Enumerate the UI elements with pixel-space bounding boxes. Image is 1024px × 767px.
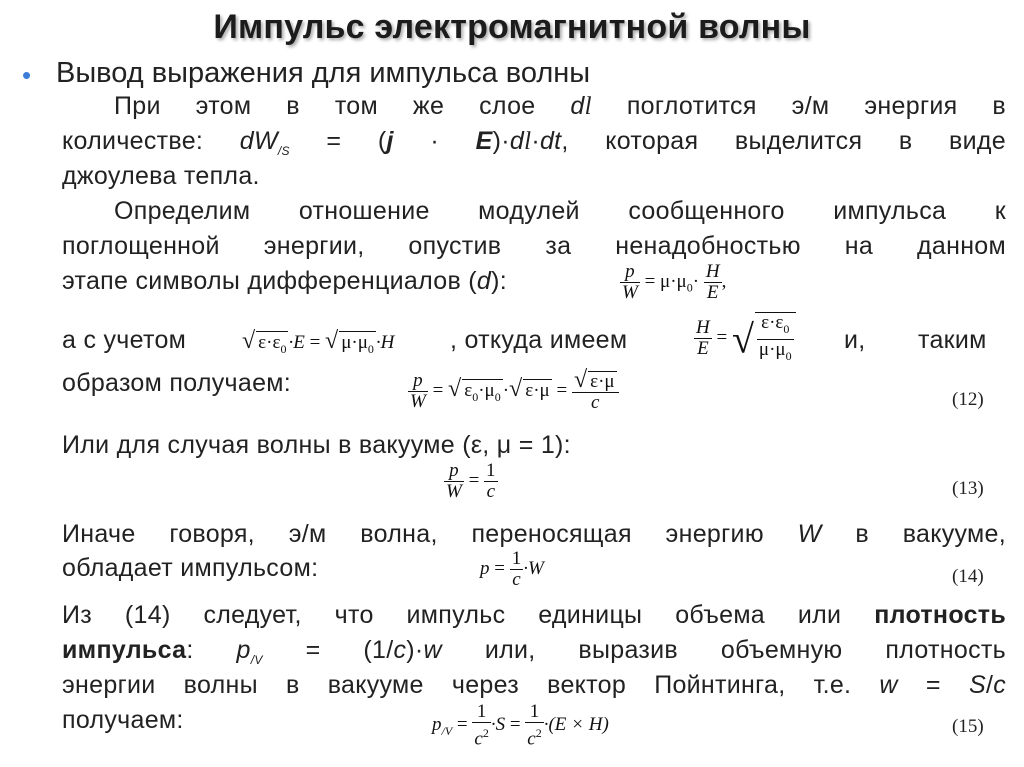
- bullet-icon: •: [22, 60, 32, 90]
- p3-text-d: таким: [918, 326, 987, 354]
- equation-number-15: (15): [952, 716, 984, 737]
- formula-12: $\frac{p}{W}$ = √ $\varepsilon_0\cdot\mu_0$ ·√ ε·μ = $\frac{√ \varepsilon\cdot\mu}{c}$: [408, 370, 619, 413]
- equation-number-14: (14): [952, 566, 984, 587]
- formula-14: p = $\frac{1}{c}$ ·W: [480, 548, 544, 590]
- p2-line2: поглощенной энергии, опустив за ненадобностью на данном: [62, 232, 1006, 260]
- formula-h-over-e: $\frac{H}{E}$ = √ $\frac{\varepsilon\cdot\varepsilon_0}{\mu\cdot\mu_0}$: [694, 312, 796, 366]
- p3-text-e: образом получаем:: [62, 369, 292, 397]
- equation-number-12: (12): [952, 389, 984, 410]
- p3-text-c: и,: [844, 326, 866, 354]
- p6-line1: Из (14) следует, что импульс единицы объема или плотность: [62, 601, 1006, 629]
- p4-text: Или для случая волны в вакууме (ε, μ = 1):: [62, 431, 571, 459]
- p3-text-a: а с учетом: [62, 326, 187, 354]
- formula-15: $p_{/V}$ = $\frac{1}{c^2}$ ·S = $\frac{1}{c^2}$ ·(E × H): [432, 701, 609, 750]
- p2-line3: этапе символы дифференциалов (d):: [62, 267, 507, 295]
- p5-line2: обладает импульсом:: [62, 554, 319, 582]
- p5-line1: Иначе говоря, э/м волна, переносящая энергию W в вакууме,: [62, 520, 1006, 548]
- p3-text-b: , откуда имеем: [450, 326, 628, 354]
- p6-line2: импульса: $p_{/V} = (1/c)\cdot w$ или, выразив объемную плотность: [62, 636, 1006, 667]
- p2-line1: Определим отношение модулей сообщенного импульса к: [114, 197, 1006, 225]
- p6-line4: получаем:: [62, 706, 184, 734]
- formula-13: $\frac{p}{W}$ = $\frac{1}{c}$: [446, 460, 496, 502]
- p1-line1: При этом в том же слое dl поглотится э/м энергия в: [114, 92, 1006, 120]
- p1-line2: количестве: $dW_{/S} = (j \cdot E)\cdot dl\cdot dt$, которая выделится в виде: [62, 127, 1006, 158]
- formula-p-over-w: $\frac{p}{W}$ = $\mu\cdot\mu_0\cdot$ $\frac{H}{E}$ ,: [622, 261, 727, 303]
- slide-title: Импульс электромагнитной волны: [213, 8, 811, 46]
- subheading: Вывод выражения для импульса волны: [56, 57, 591, 89]
- formula-sqrt-relation: √ $\varepsilon\cdot\varepsilon_0 \cdot E$ = √ $\mu\cdot\mu_0 \cdot H$: [242, 328, 395, 356]
- p6-line3: энергии волны в вакууме через вектор Пойнтинга, т.е. w = S/c: [62, 671, 1006, 699]
- equation-number-13: (13): [952, 478, 984, 499]
- p1-line3: джоулева тепла.: [62, 162, 260, 190]
